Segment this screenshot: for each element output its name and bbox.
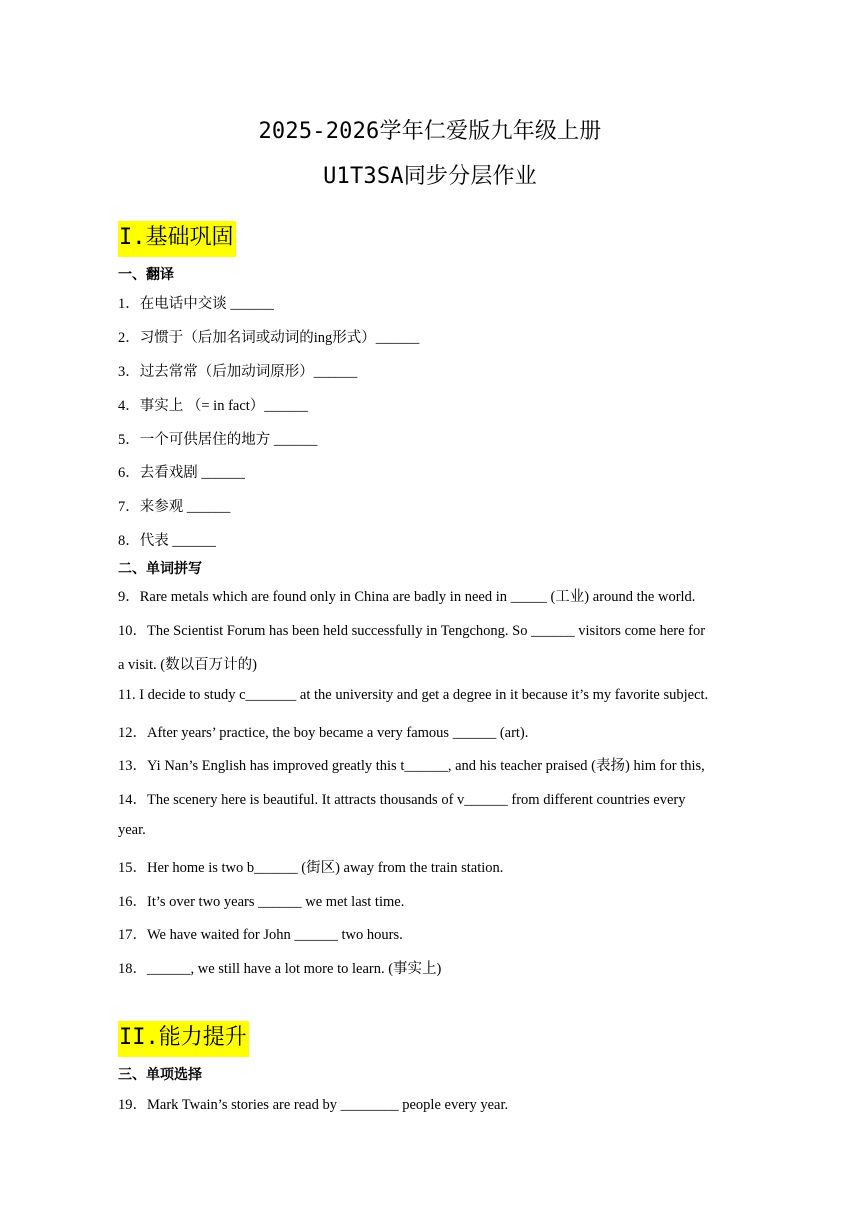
question-item: 7．来参观 ______	[118, 499, 231, 515]
question-item: 10．The Scientist Forum has been held successfully in Tengchong. So ______ visitors come here for	[118, 623, 706, 639]
question-item: 1．在电话中交谈 ______	[118, 296, 274, 312]
question-item: 2．习惯于（后加名词或动词的ing形式）______	[118, 330, 420, 346]
question-item: 11. I decide to study c_______ at the university and get a degree in it because it’s my favorite subject.	[118, 687, 709, 703]
question-item: 4．事实上 （= in fact）______	[118, 398, 308, 414]
question-item: 15．Her home is two b______ (街区) away from the train station.	[118, 860, 504, 876]
question-item: 19．Mark Twain’s stories are read by ________ people every year.	[118, 1097, 509, 1113]
question-item: 13．Yi Nan’s English has improved greatly this t______, and his teacher praised (表扬) him for this,	[118, 758, 705, 774]
part-heading-translation: 一、翻译	[118, 267, 174, 283]
question-item-continuation: year.	[118, 822, 146, 838]
question-item: 17．We have waited for John ______ two hours.	[118, 927, 403, 943]
document-title: 2025-2026学年仁爱版九年级上册	[258, 119, 602, 144]
document-subtitle: U1T3SA同步分层作业	[323, 164, 537, 189]
question-item: 12．After years’ practice, the boy became a very famous ______ (art).	[118, 725, 529, 741]
section-heading-advanced: II.能力提升	[118, 1021, 249, 1057]
question-item: 18．______, we still have a lot more to learn. (事实上)	[118, 961, 442, 977]
question-item: 9．Rare metals which are found only in China are badly in need in _____ (工业) around the world.	[118, 589, 696, 605]
part-heading-multiple-choice: 三、单项选择	[118, 1067, 202, 1083]
part-heading-spelling: 二、单词拼写	[118, 561, 202, 577]
question-item: 14．The scenery here is beautiful. It attracts thousands of v______ from different countries every	[118, 792, 686, 808]
section-heading-basic: I.基础巩固	[118, 221, 236, 257]
question-item: 6．去看戏剧 ______	[118, 465, 245, 481]
question-item: 3．过去常常（后加动词原形）______	[118, 364, 358, 380]
question-item: 16．It’s over two years ______ we met last time.	[118, 894, 405, 910]
question-item: 5．一个可供居住的地方 ______	[118, 432, 318, 448]
question-item: 8．代表 ______	[118, 533, 216, 549]
question-item-continuation: a visit. (数以百万计的)	[118, 657, 257, 673]
